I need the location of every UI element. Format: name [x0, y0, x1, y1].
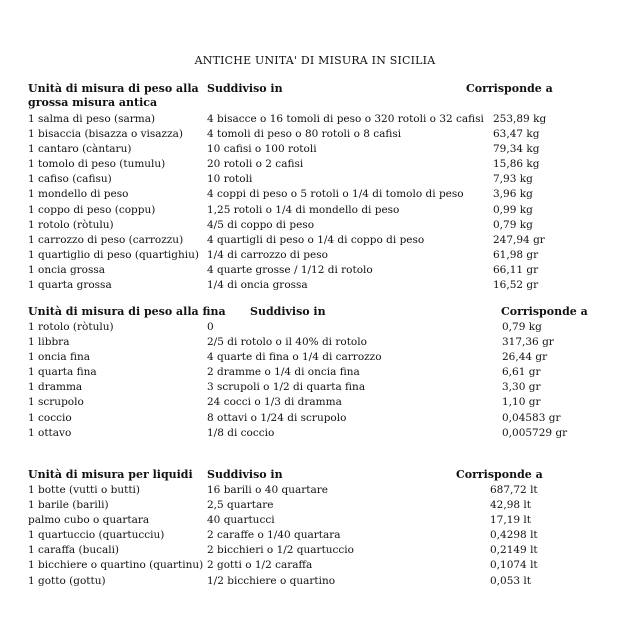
cell-subdivided: 4 quarte di fina o 1/4 di carrozzo [207, 351, 382, 364]
cell-unit: 1 quarta fina [28, 366, 97, 379]
cell-corresponds: 42,98 lt [490, 499, 531, 512]
table-row [28, 172, 608, 187]
table-row [28, 350, 608, 365]
cell-subdivided: 2 caraffe o 1/40 quartara [207, 529, 341, 542]
table-row [28, 263, 608, 278]
cell-subdivided: 1/2 bicchiere o quartino [207, 574, 336, 587]
table-row [28, 142, 608, 157]
cell-unit: 1 dramma [28, 381, 83, 394]
table-row [28, 365, 608, 380]
cell-subdivided: 40 quartucci [207, 514, 275, 527]
section-header [28, 468, 608, 483]
table-row [28, 320, 608, 335]
cell-unit: 1 mondello di peso [28, 188, 129, 201]
cell-unit: 1 quarta grossa [28, 279, 112, 292]
table-row [28, 203, 608, 218]
cell-subdivided: 2,5 quartare [207, 499, 274, 512]
cell-subdivided: 1,25 rotoli o 1/4 di mondello di peso [207, 203, 400, 216]
cell-subdivided: 4 tomoli di peso o 80 rotoli o 8 cafisi [207, 128, 402, 141]
cell-unit: 1 libbra [28, 336, 70, 349]
cell-corresponds: 0,4298 lt [490, 529, 538, 542]
table-row [28, 335, 608, 350]
cell-corresponds: 0,04583 gr [502, 411, 561, 424]
table-row [28, 574, 608, 589]
cell-unit: 1 rotolo (ròtulu) [28, 321, 114, 333]
cell-subdivided: 3 scrupoli o 1/2 di quarta fina [207, 381, 366, 394]
table-row [28, 248, 608, 263]
cell-corresponds: 26,44 gr [502, 351, 548, 364]
cell-unit: 1 salma di peso (sarma) [28, 113, 156, 125]
cell-unit: 1 carrozzo di peso (carrozzu) [28, 233, 184, 246]
header-subdivided: Suddiviso in [207, 468, 283, 481]
cell-subdivided: 8 ottavi o 1/24 di scrupolo [207, 411, 347, 424]
cell-corresponds: 0,1074 lt [490, 559, 538, 572]
section-liquidi [28, 468, 608, 589]
section-rows [28, 483, 608, 589]
header-corresponds: Corrisponde a [501, 305, 588, 318]
cell-unit: 1 scrupolo [28, 396, 84, 409]
cell-subdivided: 0 [207, 321, 214, 333]
section-peso-grossa [28, 82, 608, 293]
cell-unit: 1 bisaccia (bisazza o visazza) [28, 128, 183, 141]
cell-subdivided: 2 bicchieri o 1/2 quartuccio [207, 544, 354, 557]
table-row [28, 187, 608, 202]
cell-subdivided: 1/8 di coccio [207, 426, 275, 439]
cell-subdivided: 4 quartigli di peso o 1/4 di coppo di peso [207, 233, 425, 246]
cell-corresponds: 6,61 gr [502, 366, 541, 379]
table-row [28, 426, 608, 441]
table-row [28, 528, 608, 543]
cell-subdivided: 2/5 di rotolo o il 40% di rotolo [207, 336, 367, 349]
cell-corresponds: 15,86 kg [493, 158, 540, 171]
cell-corresponds: 3,96 kg [493, 188, 533, 201]
cell-subdivided: 10 rotoli [207, 173, 253, 186]
cell-subdivided: 4 bisacce o 16 tomoli di peso o 320 rotoli o 32 cafisi [207, 113, 484, 125]
cell-corresponds: 7,93 kg [493, 173, 533, 186]
cell-unit: 1 tomolo di peso (tumulu) [28, 158, 166, 171]
table-row [28, 127, 608, 142]
cell-unit: 1 coccio [28, 411, 72, 424]
cell-corresponds: 0,99 kg [493, 203, 533, 216]
cell-unit: palmo cubo o quartara [28, 514, 150, 527]
table-row [28, 380, 608, 395]
table-row [28, 558, 608, 573]
cell-corresponds: 1,10 gr [502, 396, 541, 409]
table-row [28, 543, 608, 558]
cell-unit: 1 oncia fina [28, 351, 90, 364]
cell-unit: 1 quartuccio (quartucciu) [28, 529, 165, 542]
table-row [28, 157, 608, 172]
section-peso-fina [28, 305, 608, 441]
section-rows [28, 320, 608, 441]
cell-subdivided: 2 gotti o 1/2 caraffa [207, 559, 313, 572]
cell-corresponds: 0,053 lt [490, 574, 531, 587]
cell-corresponds: 3,30 gr [502, 381, 541, 394]
cell-corresponds: 247,94 gr [493, 233, 545, 246]
cell-unit: 1 rotolo (ròtulu) [28, 218, 114, 231]
cell-unit: 1 oncia grossa [28, 263, 106, 276]
cell-unit: 1 ottavo [28, 426, 72, 439]
cell-corresponds: 0,005729 gr [502, 426, 568, 439]
cell-subdivided: 1/4 di carrozzo di peso [207, 248, 328, 261]
cell-corresponds: 61,98 gr [493, 248, 539, 261]
cell-corresponds: 317,36 gr [502, 336, 554, 349]
table-row [28, 483, 608, 498]
table-row [28, 395, 608, 410]
cell-unit: 1 gotto (gottu) [28, 574, 106, 587]
cell-subdivided: 24 cocci o 1/3 di dramma [207, 396, 342, 409]
section-rows [28, 112, 608, 293]
header-corresponds: Corrisponde a [456, 468, 543, 481]
cell-corresponds: 0,2149 lt [490, 544, 538, 557]
header-subdivided: Suddiviso in [207, 82, 283, 95]
table-row [28, 411, 608, 426]
header-unit: Unità di misura di peso alla grossa misura antica [28, 82, 199, 109]
table-row [28, 233, 608, 248]
table-row [28, 498, 608, 513]
cell-corresponds: 16,52 gr [493, 279, 539, 292]
cell-subdivided: 16 barili o 40 quartare [207, 484, 328, 496]
cell-unit: 1 barile (barili) [28, 499, 109, 512]
cell-unit: 1 cafiso (cafisu) [28, 173, 112, 186]
cell-unit: 1 botte (vutti o butti) [28, 484, 141, 496]
cell-subdivided: 1/4 di oncia grossa [207, 279, 308, 292]
cell-unit: 1 cantaro (càntaru) [28, 143, 132, 156]
cell-subdivided: 10 cafisi o 100 rotoli [207, 143, 317, 156]
cell-corresponds: 63,47 kg [493, 128, 540, 141]
cell-subdivided: 4/5 di coppo di peso [207, 218, 315, 231]
cell-subdivided: 4 coppi di peso o 5 rotoli o 1/4 di tomolo di peso [207, 188, 464, 201]
cell-unit: 1 quartiglio di peso (quartighiu) [28, 248, 199, 261]
cell-unit: 1 bicchiere o quartino (quartinu) [28, 559, 204, 572]
header-corresponds: Corrisponde a [466, 82, 553, 95]
cell-corresponds: 79,34 kg [493, 143, 540, 156]
cell-corresponds: 0,79 kg [502, 321, 542, 333]
header-subdivided: Suddiviso in [250, 305, 326, 318]
cell-unit: 1 caraffa (bucali) [28, 544, 120, 557]
table-row [28, 112, 608, 127]
table-row [28, 278, 608, 293]
header-unit: Unità di misura per liquidi [28, 468, 193, 481]
cell-corresponds: 253,89 kg [493, 113, 547, 125]
table-row [28, 513, 608, 528]
cell-subdivided: 20 rotoli o 2 cafisi [207, 158, 304, 171]
header-unit: Unità di misura di peso alla fina [28, 305, 226, 318]
cell-unit: 1 coppo di peso (coppu) [28, 203, 156, 216]
cell-corresponds: 0,79 kg [493, 218, 533, 231]
cell-subdivided: 4 quarte grosse / 1/12 di rotolo [207, 263, 373, 276]
cell-subdivided: 2 dramme o 1/4 di oncia fina [207, 366, 360, 379]
section-header [28, 305, 608, 320]
cell-corresponds: 687,72 lt [490, 484, 538, 496]
table-row [28, 218, 608, 233]
section-header [28, 82, 608, 112]
cell-corresponds: 17,19 lt [490, 514, 531, 527]
cell-corresponds: 66,11 gr [493, 263, 539, 276]
document-title: ANTICHE UNITA' DI MISURA IN SICILIA [194, 54, 436, 67]
